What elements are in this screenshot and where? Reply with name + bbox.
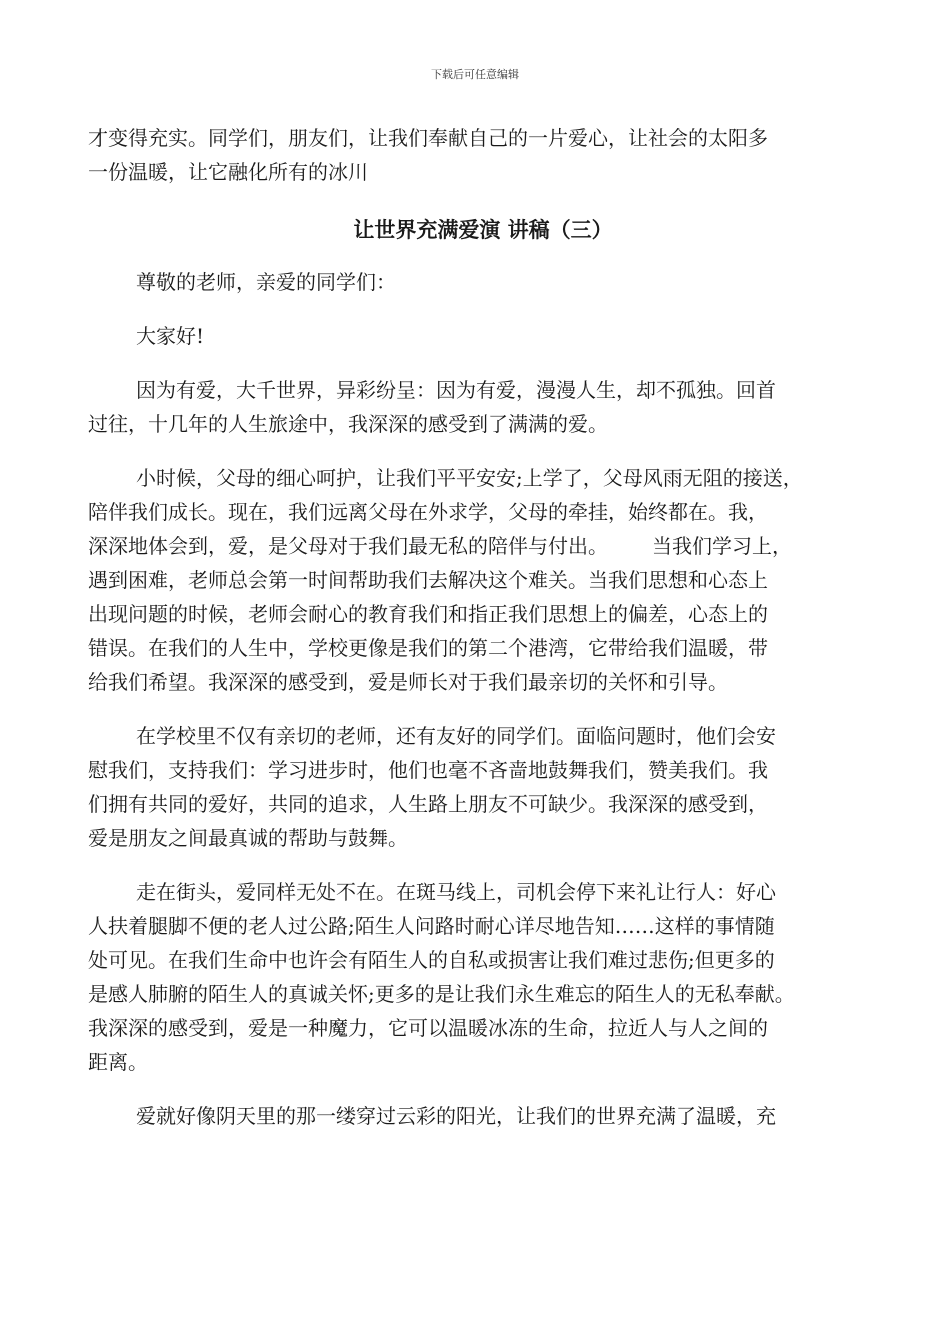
text-line: 一份温暖，让它融化所有的冰川: [88, 160, 368, 184]
text-line: 因为有爱，大千世界，异彩纷呈：因为有爱，漫漫人生，却不孤独。回首: [136, 378, 776, 402]
text-line: 爱是朋友之间最真诚的帮助与鼓舞。: [88, 826, 408, 850]
text-line: 陪伴我们成长。现在，我们远离父母在外求学，父母的牵挂，始终都在。我，: [88, 500, 768, 524]
paragraph-4: [88, 875, 878, 1079]
text-line: 在学校里不仅有亲切的老师，还有友好的同学们。面临问题时，他们会安: [136, 724, 776, 748]
paragraph-2: [88, 461, 878, 699]
text-line: 走在街头，爱同样无处不在。在斑马线上，司机会停下来礼让行人：好心: [136, 880, 776, 904]
paragraph-1: [88, 373, 878, 441]
paragraph-5: [88, 1099, 878, 1133]
text-segment: 深深地体会到，爱，是父母对于我们最无私的陪伴与付出。: [88, 534, 608, 558]
text-line: 处可见。在我们生命中也许会有陌生人的自私或损害让我们难过悲伤;但更多的: [88, 948, 775, 972]
text-line: 遇到困难，老师总会第一时间帮助我们去解决这个难关。当我们思想和心态上: [88, 568, 768, 592]
text-line: 给我们希望。我深深的感受到，爱是师长对于我们最亲切的关怀和引导。: [88, 670, 728, 694]
text-line: 爱就好像阴天里的那一缕穿过云彩的阳光，让我们的世界充满了温暖，充: [136, 1104, 776, 1128]
text-line: 距离。: [88, 1050, 148, 1074]
text-line: 小时候，父母的细心呵护，让我们平平安安;上学了，父母风雨无阻的接送，: [136, 466, 803, 490]
page-header-note: 下载后可任意编辑: [431, 68, 519, 81]
greeting: 尊敬的老师，亲爱的同学们：: [136, 270, 396, 294]
paragraph-3: [88, 719, 878, 855]
hello-line: 大家好!: [136, 324, 205, 348]
document-body: [88, 121, 878, 1133]
text-line: 过往，十几年的人生旅途中，我深深的感受到了满满的爱。: [88, 412, 608, 436]
text-line: 才变得充实。同学们，朋友们，让我们奉献自己的一片爱心，让社会的太阳多: [88, 126, 768, 150]
intro-paragraph: [88, 121, 878, 189]
text-line: 我深深的感受到，爱是一种魔力，它可以温暖冰冻的生命，拉近人与人之间的: [88, 1016, 768, 1040]
text-segment: 当我们学习上，: [652, 534, 792, 558]
speech-title: 让世界充满爱演 讲稿（三）: [353, 217, 613, 242]
text-line: 慰我们，支持我们：学习进步时，他们也毫不吝啬地鼓舞我们，赞美我们。我: [88, 758, 768, 782]
text-line: 人扶着腿脚不便的老人过公路;陌生人问路时耐心详尽地告知……这样的事情随: [88, 914, 775, 938]
text-line: 出现问题的时候，老师会耐心的教育我们和指正我们思想上的偏差，心态上的: [88, 602, 768, 626]
text-line: 们拥有共同的爱好，共同的追求，人生路上朋友不可缺少。我深深的感受到，: [88, 792, 768, 816]
text-line: 错误。在我们的人生中，学校更像是我们的第二个港湾，它带给我们温暖，带: [88, 636, 768, 660]
text-line: [88, 529, 878, 563]
text-line: 是感人肺腑的陌生人的真诚关怀;更多的是让我们永生难忘的陌生人的无私奉献。: [88, 982, 795, 1006]
